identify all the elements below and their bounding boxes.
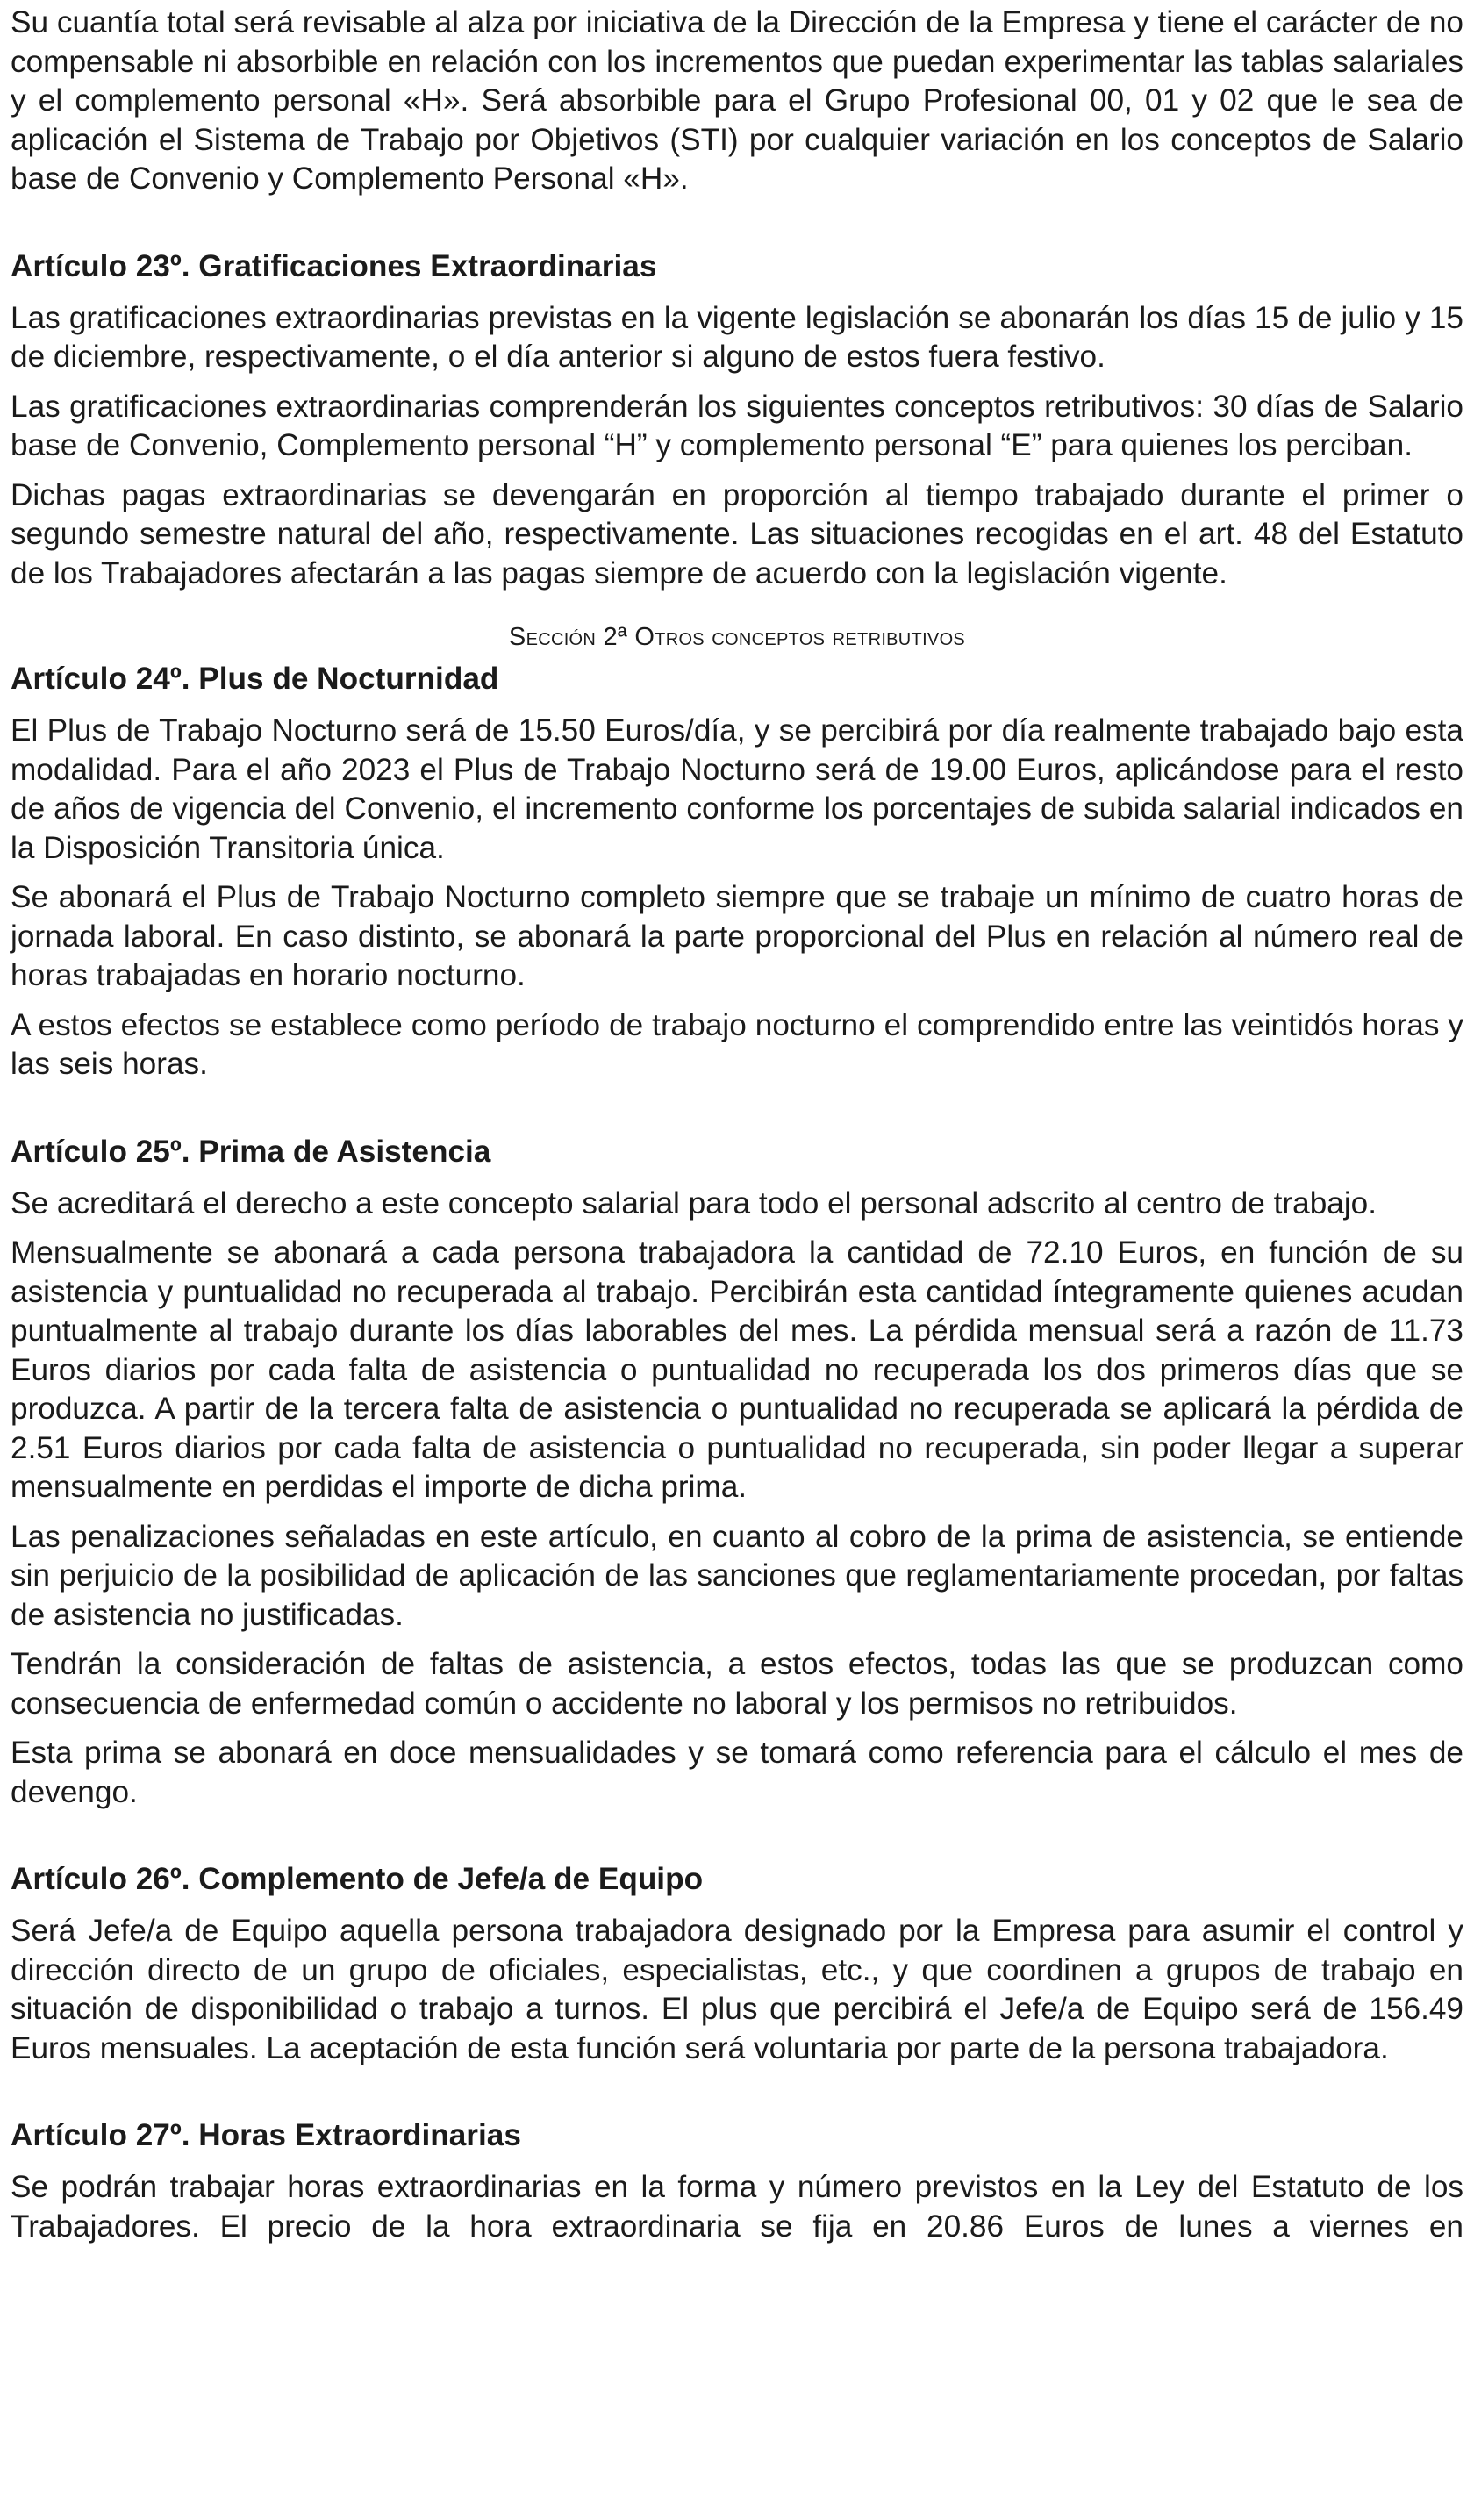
section-2-title: Sección 2ª Otros conceptos retributivos <box>508 623 966 651</box>
art27-paragraph-1: Se podrán trabajar horas extraordinarias en la forma y número previstos en la Ley del Estatuto de los Trabajadores. El precio de la hora extraordinaria se fija en 20.86 Euros de lunes a viernes en <box>11 2170 1463 2244</box>
art25-paragraph-3: Las penalizaciones señaladas en este artículo, en cuanto al cobro de la prima de asistencia, se entiende sin perjuicio de la posibilidad de aplicación de las sanciones que reglamentariamente procedan, por faltas de asistencia no justificadas. <box>11 1519 1463 1632</box>
document-page <box>11 4 1463 2257</box>
art25-paragraph-5: Esta prima se abonará en doce mensualidades y se tomará como referencia para el cálculo el mes de devengo. <box>11 1736 1463 1809</box>
art24-paragraph-3: A estos efectos se establece como período de trabajo nocturno el comprendido entre las veintidós horas y las seis horas. <box>11 1007 1463 1081</box>
art26-heading: Artículo 26º. Complemento de Jefe/a de Equipo <box>11 1862 704 1896</box>
art27-heading: Artículo 27º. Horas Extraordinarias <box>11 2118 521 2152</box>
art24-paragraph-2: Se abonará el Plus de Trabajo Nocturno completo siempre que se trabaje un mínimo de cuatro horas de jornada laboral. En caso distinto, se abonará la parte proporcional del Plus en relación al número real de horas trabajadas en horario nocturno. <box>11 880 1463 992</box>
intro-paragraph: Su cuantía total será revisable al alza por iniciativa de la Dirección de la Empresa y tiene el carácter de no compensable ni absorbible en relación con los incrementos que puedan experimentar las tablas salariales y el complemento personal «H». Será absorbible para el Grupo Profesional 00, 01 y 02 que le sea de aplicación el Sistema de Trabajo por Objetivos (STI) por cualquier variación en los conceptos de Salario base de Convenio y Complemento Personal «H». <box>11 5 1463 196</box>
art23-paragraph-3: Dichas pagas extraordinarias se devengarán en proporción al tiempo trabajado durante el primer o segundo semestre natural del año, respectivamente. Las situaciones recogidas en el art. 48 del Estatuto de los Trabajadores afectarán a las pagas siempre de acuerdo con la legislación vigente. <box>11 477 1463 591</box>
art24-paragraph-1: El Plus de Trabajo Nocturno será de 15.50 Euros/día, y se percibirá por día realmente trabajado bajo esta modalidad. Para el año 2023 el Plus de Trabajo Nocturno será de 19.00 Euros, aplicándose para el resto de años de vigencia del Convenio, el incremento conforme los porcentajes de subida salarial indicados en la Disposición Transitoria única. <box>11 713 1463 865</box>
art25-paragraph-2: Mensualmente se abonará a cada persona trabajadora la cantidad de 72.10 Euros, en función de su asistencia y puntualidad no recuperada al trabajo. Percibirán esta cantidad íntegramente quienes acudan puntualmente al trabajo durante los días laborables del mes. La pérdida mensual será a razón de 11.73 Euros diarios por cada falta de asistencia o puntualidad no recuperada los dos primeros días que se produzca. A partir de la tercera falta de asistencia o puntualidad no recuperada se aplicará la pérdida de 2.51 Euros diarios por cada falta de asistencia o puntualidad no recuperada, sin poder llegar a superar mensualmente en perdidas el importe de dicha prima. <box>11 1235 1463 1504</box>
art26-paragraph-1: Será Jefe/a de Equipo aquella persona trabajadora designado por la Empresa para asumir el control y dirección directo de un grupo de oficiales, especialistas, etc., y que coordinen a grupos de trabajo en situación de disponibilidad o trabajo a turnos. El plus que percibirá el Jefe/a de Equipo será de 156.49 Euros mensuales. La aceptación de esta función será voluntaria por parte de la persona trabajadora. <box>11 1914 1463 2065</box>
art25-paragraph-4: Tendrán la consideración de faltas de asistencia, a estos efectos, todas las que se produzcan como consecuencia de enfermedad común o accidente no laboral y los permisos no retribuidos. <box>11 1647 1463 1721</box>
art23-paragraph-1: Las gratificaciones extraordinarias previstas en la vigente legislación se abonarán los días 15 de julio y 15 de diciembre, respectivamente, o el día anterior si alguno de estos fuera festivo. <box>11 300 1463 374</box>
art23-heading: Artículo 23º. Gratificaciones Extraordinarias <box>11 248 657 283</box>
art25-heading: Artículo 25º. Prima de Asistencia <box>11 1134 491 1169</box>
art23-paragraph-2: Las gratificaciones extraordinarias comprenderán los siguientes conceptos retributivos: 30 días de Salario base de Convenio, Complemento personal “H” y complemento personal “E” para quienes los perciban. <box>11 389 1463 462</box>
art24-heading: Artículo 24º. Plus de Nocturnidad <box>11 662 499 696</box>
art25-paragraph-1: Se acreditará el derecho a este concepto salarial para todo el personal adscrito al centro de trabajo. <box>11 1185 1377 1221</box>
